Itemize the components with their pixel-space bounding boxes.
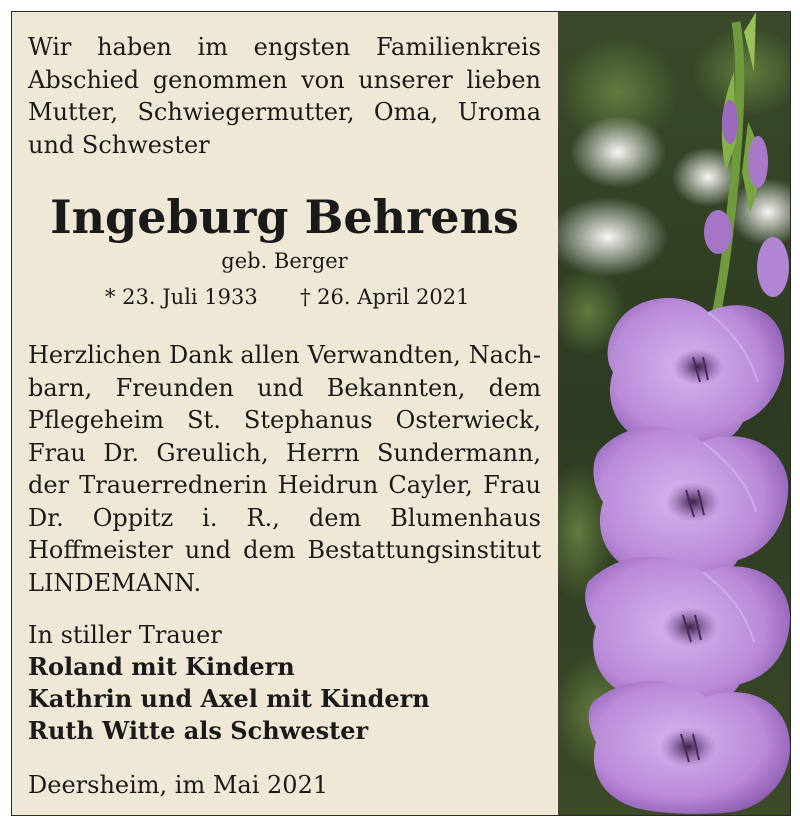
intro-line: Wir haben im engsten Familienkreis: [28, 33, 541, 61]
intro-line: und Schwester: [28, 130, 210, 159]
thanks-line: der Trauerrednerin Heidrun Cayler, Frau: [28, 471, 541, 499]
mourner-name: Roland mit Kindern: [28, 652, 295, 681]
thanks-line: LINDEMANN.: [28, 568, 202, 597]
intro-line: Mutter, Schwiegermutter, Oma, Uroma: [28, 98, 541, 126]
mourning-intro: In stiller Trauer: [28, 621, 222, 649]
gladiolus-photo: [558, 12, 790, 815]
mourner-name: Ruth Witte als Schwester: [28, 716, 369, 745]
deceased-name: Ingeburg Behrens: [50, 190, 519, 244]
text-column: [12, 12, 557, 815]
obituary-notice: [11, 11, 791, 816]
birth-name: geb. Berger: [221, 249, 348, 273]
thanks-paragraph: [28, 339, 541, 599]
thanks-line: Frau Dr. Greulich, Herrn Sundermann,: [28, 438, 541, 467]
thanks-line: barn, Freunden und Bekannten, dem: [28, 373, 541, 402]
thanks-line: Herzlichen Dank allen Verwandten, Nach-: [28, 341, 541, 369]
intro-line: Abschied genommen von unserer lieben: [28, 65, 541, 94]
intro-paragraph: [28, 31, 541, 161]
thanks-line: Hoffmeister und dem Bestattungsinstitut: [28, 536, 541, 564]
place-date: Deersheim, im Mai 2021: [28, 771, 329, 799]
birth-date: * 23. Juli 1933: [105, 285, 258, 309]
mourner-name: Kathrin und Axel mit Kindern: [28, 684, 430, 713]
thanks-line: Dr. Oppitz i. R., dem Blumenhaus: [28, 503, 541, 532]
thanks-line: Pflegeheim St. Stephanus Osterwieck,: [28, 406, 541, 434]
mourners-block: [28, 619, 548, 747]
death-date: † 26. April 2021: [300, 285, 470, 309]
